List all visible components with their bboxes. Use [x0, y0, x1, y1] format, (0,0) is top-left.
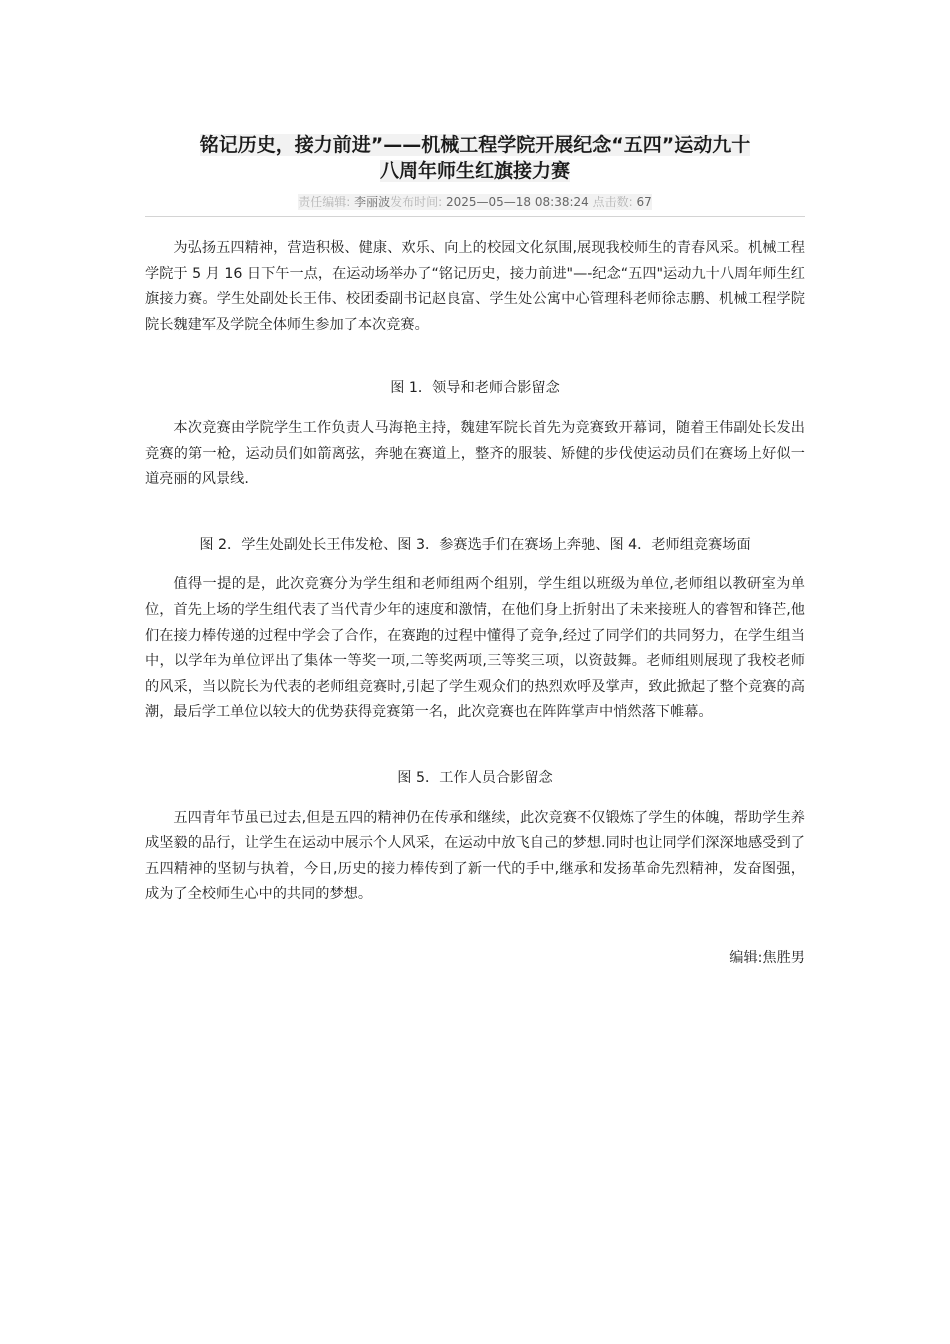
figure-caption-2-4: 图 2．学生处副处长王伟发枪、图 3．参赛选手们在赛场上奔驰、图 4．老师组竞赛场面	[199, 536, 751, 553]
click-count-label: 点击数:	[592, 195, 633, 209]
click-count-value: 67	[636, 195, 652, 209]
figure-caption-5: 图 5．工作人员合影留念	[397, 769, 553, 786]
article	[145, 128, 805, 971]
editor-signature: 编辑:焦胜男	[729, 949, 805, 966]
paragraph-intro: 为弘扬五四精神，营造积极、健康、欢乐、向上的校园文化氛围,展现我校师生的青春风采。机械工程学院于 5 月 16 日下午一点，在运动场举办了“铭记历史，接力前进"—-纪念“五四"运动九十八周年师生红旗接力赛。学生处副处长王伟、校团委副书记赵良富、学生处公寓中心管理科老师徐志鹏、机械工程学院院长魏建军及学院全体师生参加了本次竞赛。	[145, 240, 805, 333]
title-line-1: 铭记历史，接力前进”——机械工程学院开展纪念“五四”运动九十	[199, 134, 751, 156]
title-line-2: 八周年师生红旗接力赛	[379, 160, 570, 182]
article-title	[145, 128, 805, 184]
paragraph-conclusion: 五四青年节虽已过去,但是五四的精神仍在传承和继续，此次竞赛不仅锻炼了学生的体魄，帮助学生养成坚毅的品行，让学生在运动中展示个人风采，在运动中放飞自己的梦想.同时也让同学们深深地感受到了五四精神的坚韧与执着，今日,历史的接力棒传到了新一代的手中,继承和发扬革命先烈精神，发奋图强，成为了全校师生心中的共同的梦想。	[145, 809, 805, 903]
figure-caption-1: 图 1．领导和老师合影留念	[390, 380, 560, 397]
publish-time-value: 2025—05—18 08:38:24	[445, 195, 589, 209]
editor-value: 李丽波	[354, 195, 391, 209]
paragraph-opening: 本次竞赛由学院学生工作负责人马海艳主持，魏建军院长首先为竞赛致开幕词，随着王伟副处长发出竞赛的第一枪，运动员们如箭离弦，奔驰在赛道上，整齐的服装、矫健的步伐使运动员们在赛场上好似一道亮丽的风景线.	[145, 419, 805, 488]
publish-time-label: 发布时间:	[390, 195, 443, 209]
title-divider	[145, 216, 805, 217]
article-meta	[145, 194, 805, 210]
editor-label: 责任编辑:	[298, 195, 351, 209]
paragraph-competition: 值得一提的是，此次竞赛分为学生组和老师组两个组别，学生组以班级为单位,老师组以教研室为单位，首先上场的学生组代表了当代青少年的速度和激情，在他们身上折射出了未来接班人的睿智和锋芒,他们在接力棒传递的过程中学会了合作，在赛跑的过程中懂得了竞争,经过了同学们的共同努力，在学生组当中，以学年为单位评出了集体一等奖一项,二等奖两项,三等奖三项，以资鼓舞。老师组则展现了我校老师的风采，当以院长为代表的老师组竞赛时,引起了学生观众们的热烈欢呼及掌声，致此掀起了整个竞赛的高潮，最后学工单位以较大的优势获得竞赛第一名，此次竞赛也在阵阵掌声中悄然落下帷幕。	[145, 576, 805, 721]
